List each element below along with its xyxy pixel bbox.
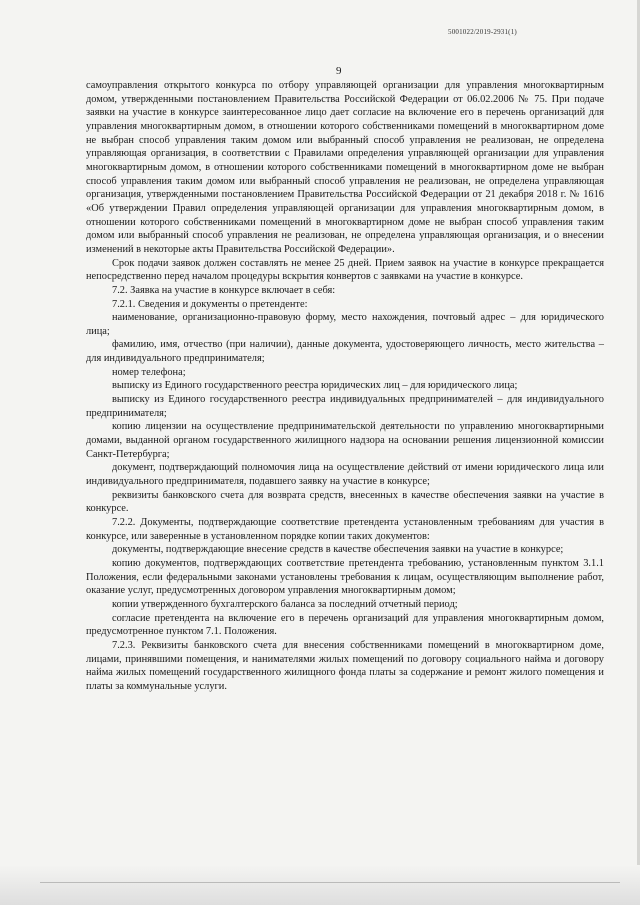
- paragraph: номер телефона;: [112, 366, 186, 378]
- paragraph: выписку из Единого государственного реестра индивидуальных предпринимателей – для индивидуального предпринимателя;: [86, 394, 604, 419]
- paragraph: реквизиты банковского счета для возврата средств, внесенных в качестве обеспечения заявки на участие в конкурсе.: [86, 489, 604, 515]
- scan-shadow: [0, 865, 640, 905]
- paragraph: согласие претендента на включение его в перечень организаций для управления многоквартирным домом, предусмотренное пунктом 7.1. Положения.: [86, 612, 604, 638]
- paragraph: копию документов, подтверждающих соответствие претендента требованию, установленным пунктом 3.1.1 Положения, если федеральными законами установлены требования к лицам, осуществляющим выполнение работ, оказание услуг, предусмотренных договором управления многоквартирным домом;: [86, 557, 604, 597]
- paragraph: копию лицензии на осуществление предпринимательской деятельности по управлению многоквартирными домами, выданной органом государственного жилищного надзора на основании решения лицензионной комиссии Санкт-Петербурга;: [86, 421, 604, 460]
- paragraph: наименование, организационно-правовую форму, место нахождения, почтовый адрес – для юридического лица;: [86, 312, 604, 337]
- body-text: [86, 79, 604, 694]
- paragraph: самоуправления открытого конкурса по отбору управляющей организации для управления многоквартирным домом, утвержденными постановлением Правительства Российской Федерации от 06.02.2006 № 75. При подаче заявки на участие в конкурсе заинтересованное лицо дает согласие на включение его в перечень организаций для управления многоквартирным домом, в отношении которого собственниками помещений в многоквартирном доме не выбран способ управления таким домом или выбранный способ управления не реализован, не определена управляющая организация, в соответствии с Правилами определения управляющей организации для управления многоквартирным домом, в отношении которого собственниками помещений в многоквартирном доме не выбран способ управления таким домом или выбранный способ управления не реализован, не определена управляющая организация, утвержденными постановлением Правительства Российской Федерации от 21 декабря 2018 г. № 1616 «Об утверждении Правил определения управляющей организации для управления многоквартирным домом, в отношении которого собственниками помещений в многоквартирном доме не выбран способ управления таким домом или выбранный способ управления не реализован, не определена управляющая организация, и о внесении изменений в некоторые акты Правительства Российской Федерации».: [86, 80, 604, 255]
- paragraph: 7.2. Заявка на участие в конкурсе включает в себя:: [112, 284, 336, 296]
- paragraph: документ, подтверждающий полномочия лица на осуществление действий от имени юридического лица или индивидуального предпринимателя, подавшего заявку на участие в конкурсе;: [86, 462, 604, 488]
- paragraph: копии утвержденного бухгалтерского баланса за последний отчетный период;: [112, 598, 458, 610]
- paragraph: документы, подтверждающие внесение средств в качестве обеспечения заявки на участие в конкурсе;: [112, 544, 564, 556]
- document-number: 5001022/2019-2931(1): [448, 28, 517, 36]
- page-number: 9: [336, 65, 342, 77]
- paragraph: 7.2.2. Документы, подтверждающие соответствие претендента установленным требованиям для участия в конкурсе, или заверенные в установленном порядке копии таких документов:: [86, 517, 604, 542]
- paragraph: Срок подачи заявок должен составлять не менее 25 дней. Прием заявок на участие в конкурсе прекращается непосредственно перед началом процедуры вскрытия конвертов с заявками на участие в конкурсе.: [86, 257, 604, 283]
- paragraph: 7.2.3. Реквизиты банковского счета для внесения собственниками помещений в многоквартирном доме, лицами, принявшими помещения, и нанимателями жилых помещений по договору социального найма и договору найма жилых помещений государственного жилищного фонда платы за содержание и ремонт жилого помещения и платы за коммунальные услуги.: [86, 639, 604, 692]
- paragraph: 7.2.1. Сведения и документы о претенденте:: [112, 298, 308, 310]
- scan-artifact-line: [40, 882, 620, 883]
- paragraph: выписку из Единого государственного реестра юридических лиц – для юридического лица;: [112, 380, 518, 392]
- paragraph: фамилию, имя, отчество (при наличии), данные документа, удостоверяющего личность, место жительства – для индивидуального предпринимателя;: [86, 339, 604, 365]
